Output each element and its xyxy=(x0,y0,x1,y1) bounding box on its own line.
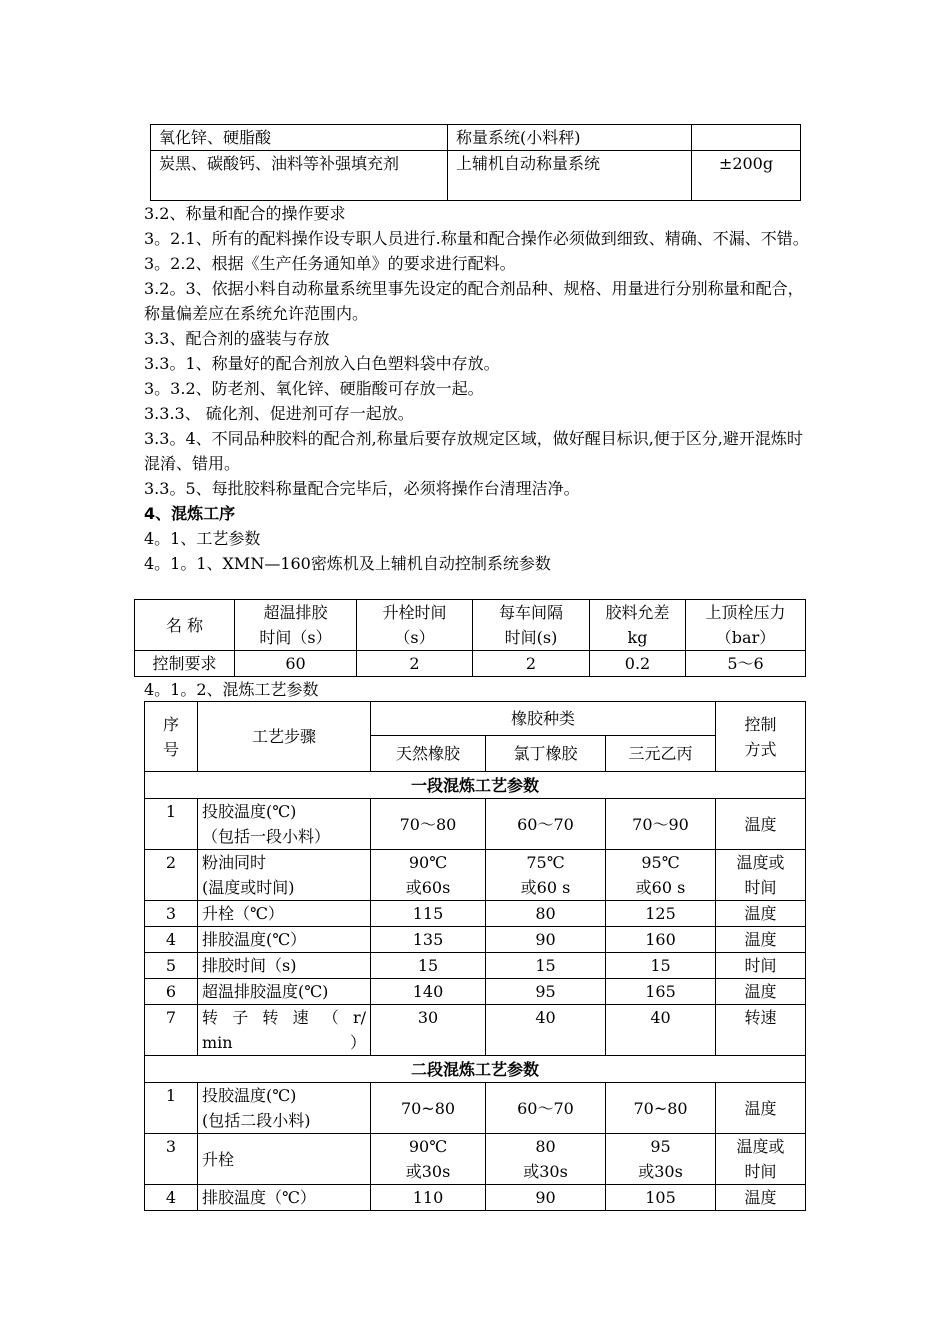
weighing-table xyxy=(150,124,801,201)
value-cell: 115 xyxy=(371,901,486,927)
value-cell: 95 xyxy=(486,979,606,1005)
table-header-row xyxy=(135,600,806,651)
value-cell: 0.2 xyxy=(590,651,686,677)
header-rubber-cell: 橡胶种类 xyxy=(371,702,716,736)
row-no-cell: 4 xyxy=(145,1185,198,1211)
table-caption: 4。1。1、XMN—160密炼机及上辅机自动控制系统参数 xyxy=(144,554,551,573)
section-title-cell: 一段混炼工艺参数 xyxy=(145,772,806,799)
step-cell: 排胶温度（℃） xyxy=(198,1185,371,1211)
mixing-params-table xyxy=(144,701,806,1211)
value-cell: 95 或30s xyxy=(606,1134,716,1185)
paragraph: 3.3。4、不同品种胶料的配合剂,称量后要存放规定区域，做好醒目标识,便于区分,避开混炼时混淆、错用。 xyxy=(144,429,803,473)
value-cell: 95℃ 或60 s xyxy=(606,850,716,901)
section-heading: 4、混炼工序 xyxy=(144,504,236,523)
value-cell: 90℃ 或30s xyxy=(371,1134,486,1185)
control-cell: 转速 xyxy=(716,1005,806,1056)
control-cell: 温度 xyxy=(716,927,806,953)
table-row xyxy=(145,953,806,979)
row-no-cell: 3 xyxy=(145,1134,198,1185)
value-cell: 165 xyxy=(606,979,716,1005)
value-cell: 15 xyxy=(371,953,486,979)
value-cell: 90℃ 或60s xyxy=(371,850,486,901)
paragraph: 3.3、配合剂的盛装与存放 xyxy=(144,329,330,348)
control-cell: 温度或 时间 xyxy=(716,1134,806,1185)
table-row xyxy=(145,1134,806,1185)
value-cell: 110 xyxy=(371,1185,486,1211)
value-cell: 80 xyxy=(486,901,606,927)
section-title-cell: 二段混炼工艺参数 xyxy=(145,1056,806,1083)
value-cell: 90 xyxy=(486,1185,606,1211)
header-control-cell: 控制 方式 xyxy=(716,702,806,772)
row-no-cell: 6 xyxy=(145,979,198,1005)
row-no-cell: 1 xyxy=(145,1083,198,1134)
value-cell: 160 xyxy=(606,927,716,953)
row-no-cell: 4 xyxy=(145,927,198,953)
row-label-cell: 控制要求 xyxy=(135,651,235,677)
table-row xyxy=(151,125,801,151)
system-cell: 称量系统(小料秤) xyxy=(448,125,692,151)
section-row xyxy=(145,1056,806,1083)
header-step-cell: 工艺步骤 xyxy=(198,702,371,772)
row-no-cell: 7 xyxy=(145,1005,198,1056)
table-row xyxy=(145,927,806,953)
tolerance-cell xyxy=(692,125,801,151)
step-cell: 升栓 xyxy=(198,1134,371,1185)
value-cell: 60～70 xyxy=(486,799,606,850)
table-row xyxy=(145,1005,806,1056)
paragraph: 3.3。1、称量好的配合剂放入白色塑料袋中存放。 xyxy=(144,354,500,373)
step-cell: 升栓（℃） xyxy=(198,901,371,927)
value-cell: 2 xyxy=(473,651,590,677)
paragraph-block xyxy=(144,201,814,576)
paragraph: 3.3。5、每批胶料称量配合完毕后，必须将操作台清理洁净。 xyxy=(144,479,580,498)
value-cell: 80 或30s xyxy=(486,1134,606,1185)
table-row xyxy=(145,979,806,1005)
table-caption: 4。1。2、混炼工艺参数 xyxy=(144,680,319,699)
value-cell: 70~80 xyxy=(371,1083,486,1134)
sub-heading: 4。1、工艺参数 xyxy=(144,529,261,548)
paragraph: 3。2.1、所有的配料操作设专职人员进行.称量和配合操作必须做到细致、精确、不漏、不错。 xyxy=(144,229,809,248)
paragraph: 3.2、称量和配合的操作要求 xyxy=(144,204,346,223)
value-cell: 15 xyxy=(486,953,606,979)
section-row xyxy=(145,772,806,799)
control-cell: 温度 xyxy=(716,901,806,927)
paragraph: 3.2。3、依据小料自动称量系统里事先设定的配合剂品种、规格、用量进行分别称量和配合，称量偏差应在系统允许范围内。 xyxy=(144,279,804,323)
table-row xyxy=(145,901,806,927)
table-row xyxy=(145,799,806,850)
value-cell: 5～6 xyxy=(686,651,806,677)
table-row xyxy=(151,151,801,201)
header-cell: 超温排胶 时间（s） xyxy=(235,600,357,651)
step-cell: 投胶温度(℃) （包括一段小料） xyxy=(198,799,371,850)
value-cell: 75℃ 或60 s xyxy=(486,850,606,901)
row-no-cell: 1 xyxy=(145,799,198,850)
header-cell: 氯丁橡胶 xyxy=(486,736,606,772)
control-cell: 温度或 时间 xyxy=(716,850,806,901)
control-cell: 温度 xyxy=(716,1083,806,1134)
table-row xyxy=(135,651,806,677)
system-cell: 上辅机自动称量系统 xyxy=(448,151,692,201)
table-header-row xyxy=(145,702,806,736)
value-cell: 140 xyxy=(371,979,486,1005)
value-cell: 70~80 xyxy=(606,1083,716,1134)
value-cell: 60 xyxy=(235,651,357,677)
row-no-cell: 5 xyxy=(145,953,198,979)
material-cell: 炭黑、碳酸钙、油料等补强填充剂 xyxy=(151,151,448,201)
value-cell: 70～90 xyxy=(606,799,716,850)
value-cell: 30 xyxy=(371,1005,486,1056)
step-cell: 投胶温度(℃) (包括二段小料) xyxy=(198,1083,371,1134)
value-cell: 135 xyxy=(371,927,486,953)
table-row xyxy=(145,1185,806,1211)
header-cell: 每车间隔 时间(s) xyxy=(473,600,590,651)
value-cell: 125 xyxy=(606,901,716,927)
header-cell: 升栓时间 （s） xyxy=(357,600,473,651)
header-cell: 天然橡胶 xyxy=(371,736,486,772)
table-row xyxy=(145,1083,806,1134)
material-cell: 氧化锌、硬脂酸 xyxy=(151,125,448,151)
header-cell: 上顶栓压力 （bar） xyxy=(686,600,806,651)
step-cell: 排胶温度(℃） xyxy=(198,927,371,953)
step-cell: 转子转速（r/ min） xyxy=(198,1005,371,1056)
control-cell: 时间 xyxy=(716,953,806,979)
step-cell: 排胶时间（s) xyxy=(198,953,371,979)
control-cell: 温度 xyxy=(716,1185,806,1211)
value-cell: 90 xyxy=(486,927,606,953)
control-cell: 温度 xyxy=(716,799,806,850)
header-cell: 名 称 xyxy=(135,600,235,651)
header-no-cell: 序 号 xyxy=(145,702,198,772)
paragraph: 3.3.3、 硫化剂、促进剂可存一起放。 xyxy=(144,404,414,423)
table-row xyxy=(145,850,806,901)
value-cell: 60～70 xyxy=(486,1083,606,1134)
control-cell: 温度 xyxy=(716,979,806,1005)
value-cell: 105 xyxy=(606,1185,716,1211)
row-no-cell: 2 xyxy=(145,850,198,901)
row-no-cell: 3 xyxy=(145,901,198,927)
value-cell: 15 xyxy=(606,953,716,979)
header-cell: 三元乙丙 xyxy=(606,736,716,772)
step-cell: 超温排胶温度(℃) xyxy=(198,979,371,1005)
step-cell: 粉油同时 (温度或时间) xyxy=(198,850,371,901)
value-cell: 40 xyxy=(606,1005,716,1056)
header-cell: 胶料允差 kg xyxy=(590,600,686,651)
value-cell: 40 xyxy=(486,1005,606,1056)
paragraph: 3。3.2、防老剂、氧化锌、硬脂酸可存放一起。 xyxy=(144,379,484,398)
value-cell: 2 xyxy=(357,651,473,677)
machine-params-table xyxy=(134,599,806,677)
paragraph: 3。2.2、根据《生产任务通知单》的要求进行配料。 xyxy=(144,254,516,273)
value-cell: 70～80 xyxy=(371,799,486,850)
tolerance-cell: ±200g xyxy=(692,151,801,201)
